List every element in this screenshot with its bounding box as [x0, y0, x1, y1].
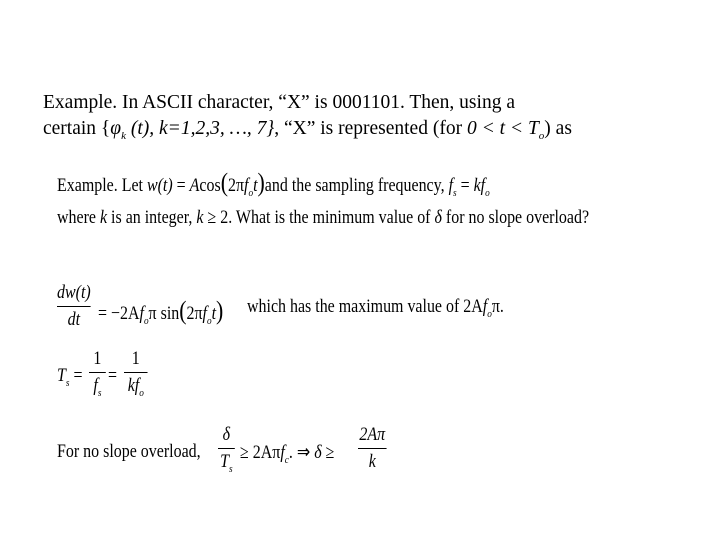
derivative-numerator: dw(t)	[57, 282, 91, 303]
s-subscript: s	[229, 462, 233, 475]
integer-text: is an integer,	[107, 207, 197, 228]
fraction-bar	[57, 306, 91, 307]
paren-close: )	[216, 296, 224, 325]
equals: =	[73, 365, 83, 386]
fraction-bar	[218, 448, 235, 449]
f: f	[280, 442, 285, 463]
header-set: (t), k=1,2,3, …, 7}	[125, 118, 275, 139]
T: T	[220, 451, 230, 472]
question-text: ≥ 2. What is the minimum value of	[203, 207, 435, 228]
header-range: 0 < t < T	[466, 118, 539, 139]
paren-open: (	[179, 296, 187, 325]
condition-fraction	[218, 424, 235, 475]
numerator: 1	[131, 348, 140, 369]
phi-subscript: k	[121, 129, 126, 142]
period-fraction-1	[89, 348, 106, 399]
inequality: ≥ 2Aπ	[240, 442, 281, 463]
header-end: ) as	[544, 118, 572, 139]
where: where	[57, 207, 100, 228]
condition-inequality	[240, 441, 334, 466]
header-line-2	[43, 116, 572, 149]
o-subscript: o	[206, 314, 212, 327]
problem-lead: Example. Let	[57, 175, 147, 196]
o-subscript: o	[143, 314, 149, 327]
derivative-fraction	[57, 282, 91, 331]
equals: =	[108, 365, 118, 386]
ge-symbol: ≥	[325, 442, 335, 463]
o-subscript: o	[139, 386, 144, 399]
equals: =	[172, 175, 190, 196]
derivative-denominator: dt	[67, 309, 81, 330]
header-line-1	[43, 90, 515, 116]
o-subscript: o	[487, 307, 492, 320]
delta: δ	[434, 207, 442, 228]
rhs-coeff: = −2A	[98, 303, 140, 324]
fraction-bar	[89, 372, 106, 373]
header-line-1-text: Example. In ASCII character, “X” is 0001101. Then, using a	[43, 92, 515, 113]
delta: δ	[222, 424, 231, 445]
s-subscript: s	[65, 376, 70, 389]
header-mid: , “X” is represented (for	[274, 118, 467, 139]
kfo: kf	[473, 175, 486, 196]
paren-close: )	[257, 168, 265, 197]
header-prefix: certain {	[43, 118, 111, 139]
delta: δ	[314, 442, 322, 463]
two-pi: 2π	[186, 303, 203, 324]
problem-line-2	[57, 207, 589, 229]
condition-label: For no slope overload,	[57, 441, 201, 462]
condition-text	[57, 441, 201, 463]
k-ge: k	[196, 207, 204, 228]
result-numerator: 2Aπ	[359, 424, 386, 445]
kf: kf	[127, 375, 140, 396]
f: f	[202, 303, 207, 324]
k: k	[99, 207, 108, 228]
numerator: 1	[93, 348, 102, 369]
w-of-t: w(t)	[146, 175, 173, 196]
question-end: for no slope overload?	[441, 207, 590, 228]
max-text: which has the maximum value of 2A	[247, 296, 483, 317]
result-denominator: k	[368, 451, 376, 472]
t: t	[211, 303, 217, 324]
fs: f	[448, 175, 454, 196]
fraction-bar	[358, 448, 387, 449]
cos: cos	[199, 175, 221, 196]
amplitude: A	[189, 175, 200, 196]
range-subscript: o	[538, 129, 545, 142]
T: T	[57, 365, 66, 386]
s-subscript: s	[97, 386, 102, 399]
implies-arrow: . ⇒	[288, 442, 315, 463]
f: f	[93, 375, 98, 396]
fraction-bar	[124, 372, 148, 373]
o-subscript: o	[248, 186, 254, 199]
t: t	[253, 175, 258, 196]
c-subscript: c	[284, 453, 289, 466]
f: f	[482, 296, 488, 317]
phi-symbol: φ	[110, 118, 122, 139]
pi-sin: π sin	[148, 303, 180, 324]
problem-line-1: Example. Let $w(t) = Acos(2\pi f_ot)and$ the sampling frequency, $f_s = kf_o$	[57, 168, 490, 199]
period-equals-2	[108, 365, 117, 387]
f: f	[244, 175, 249, 196]
f: f	[139, 303, 144, 324]
pi-end: π.	[491, 296, 504, 317]
derivative-comment	[247, 296, 504, 320]
result-fraction	[358, 424, 387, 473]
period-fraction-2	[124, 348, 148, 399]
derivative-rhs	[98, 296, 223, 327]
paren-open: (	[220, 168, 228, 197]
s-subscript: s	[453, 186, 457, 199]
two-pi: 2π	[227, 175, 245, 196]
period-lhs	[57, 365, 82, 389]
sampling-text: and the sampling frequency,	[264, 175, 449, 196]
